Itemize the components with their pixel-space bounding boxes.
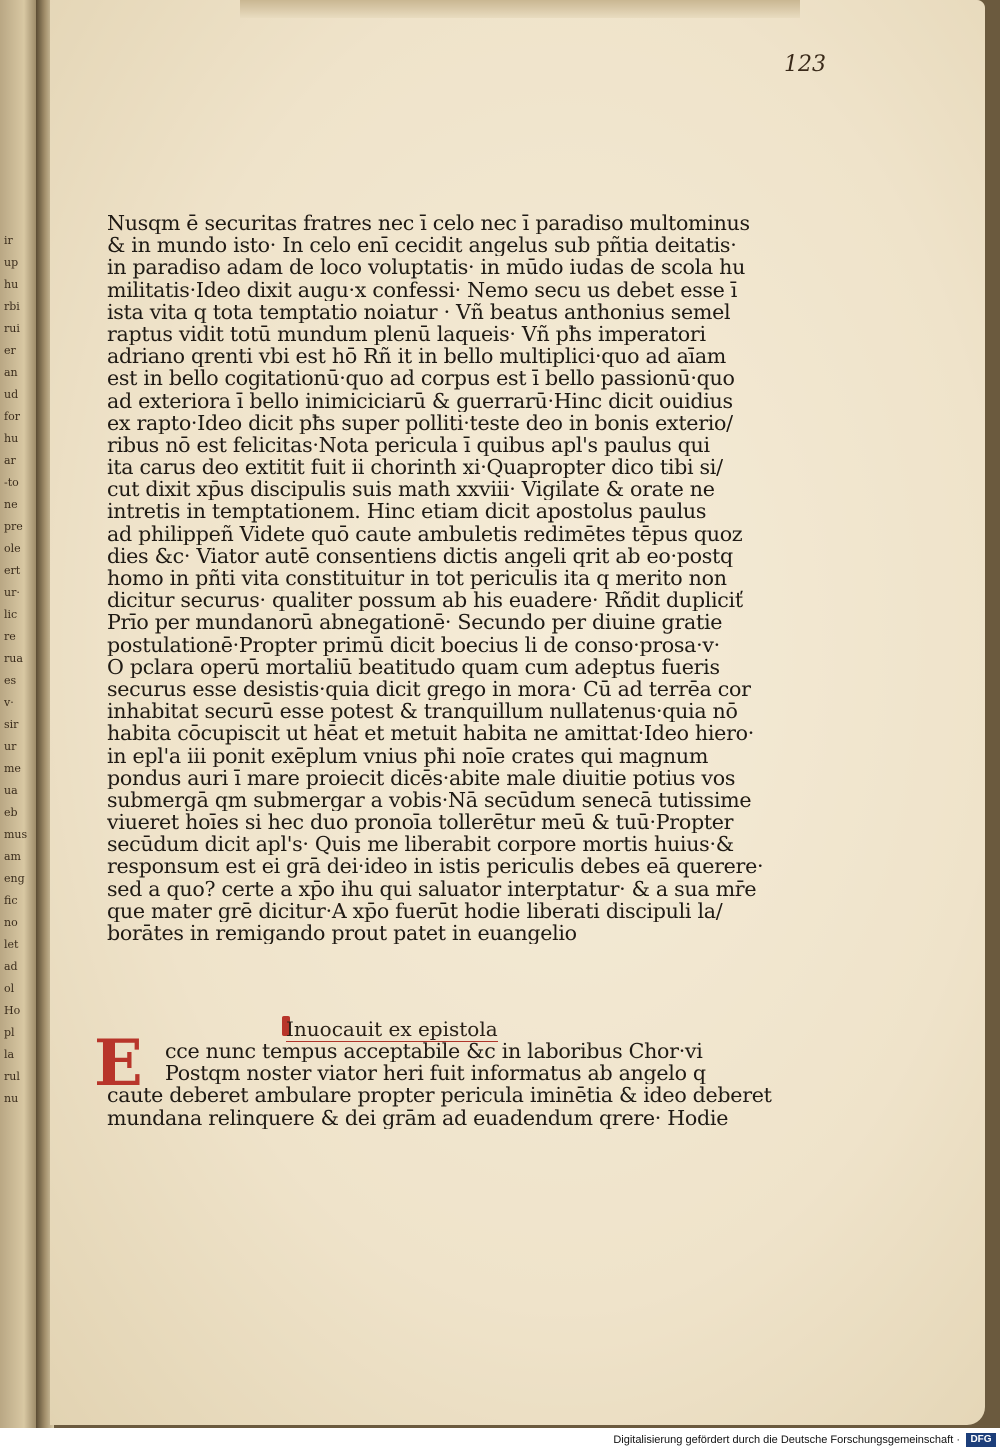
body-text-line: cut dixit xp̄us discipulis suis math xxviii· Vigilate & orate ne [107,478,715,501]
funding-credit: Digitalisierung gefördert durch die Deutsche Forschungsgemeinschaft · [613,1434,960,1446]
body-text-line: inhabitat securū esse potest & tranquillum nullatenus·quia nō [107,700,738,723]
body-text-line: in paradiso adam de loco voluptatis· in mūdo iudas de scola hu [107,256,746,279]
body-text-line: militatis·Ideo dixit augu·x confessi· Nemo secu us debet esse ī [107,278,738,301]
section-text-line: cce nunc tempus acceptabile &c in laboribus Chor·vi [165,1040,703,1063]
body-text-line: que mater grē dicitur·A xp̄o fuerūt hodie liberati discipuli la/ [107,899,723,922]
body-text-line: postulationē·Propter primū dicit boecius li de conso·prosa·v· [107,633,720,656]
body-text-line: sed a quo? certe a xp̄o ihu qui saluator interptatur· & a sua mr̄e [107,877,757,900]
body-text-line: secūdum dicit apl's· Quis me liberabit corpore mortis huius·& [107,833,734,856]
section-text-line: caute deberet ambulare propter pericula iminētia & ideo deberet [107,1084,772,1107]
body-text-line: & in mundo isto· In celo enī cecidit angelus sub pñtia deitatis· [107,234,737,257]
decorated-initial: E [94,1026,143,1101]
body-text-line: securus esse desistis·quia dicit grego in mora· Cū ad terrēa cor [107,677,751,701]
body-text [107,212,797,944]
section-text-line: Postqm noster viator heri fuit informatus ab angelo q [165,1062,706,1085]
body-text-line: habita cōcupiscit ut hēat et metuit habita ne amittat·Ideo hiero· [107,722,754,745]
body-text-line: borātes in remigando prout patet in euangelio [107,922,577,945]
facing-page-text: ir up hu rbi rui er an ud for hu ar -to ne pre ole ert ur· lic re rua es v· sir ur me ua eb mus am eng fic no let ad ol Ho pl la rul nu [4,234,28,1105]
body-text-line: Prīo per mundanorū abnegationē· Secundo per diuine gratie [107,611,723,634]
body-text-line: homo in pñti vita constituitur in tot periculis ita q merito non [107,567,727,590]
body-text-line: ad exteriora ī bello inimiciciarū & guerrarū·Hinc dicit ouidius [107,389,733,412]
body-text-line: adriano qrenti vbi est hō Rñ it in bello multiplici·quo ad aīam [107,345,727,368]
body-text-line: intretis in temptationem. Hinc etiam dicit apostolus paulus [107,500,707,523]
body-text-line: pondus auri ī mare proiecit dicēs·abite male diuitie potius vos [107,766,736,789]
body-text-line: raptus vidit totū mundum plenū laqueis· Vñ pħs imperatori [107,322,706,346]
body-text-line: ribus nō est felicitas·Nota pericula ī quibus apl's paulus qui [107,433,710,457]
section-text-line: mundana relinquere & dei grām ad euadendum qrere· Hodie [107,1106,729,1129]
body-text-line: O pclara operū mortaliū beatitudo quam cum adeptus fueris [107,655,720,678]
rubric-heading: Inuocauit ex epistola [286,1017,498,1041]
body-text-line: viueret hoīes si hec duo pronoīa tollerētur meū & tuū·Propter [107,811,734,834]
body-text-line: dies &c· Viator autē consentiens dictis angeli qrit ab eo·postq [107,544,733,567]
body-text-line: ex rapto·Ideo dicit pħs super polliti·teste deo in bonis exterio/ [107,411,733,434]
section-text [107,1040,797,1129]
footer-bar [0,1428,1000,1452]
body-text-line: Nusqm ē securitas fratres nec ī celo nec ī paradiso multominus [107,212,750,235]
dfg-logo: DFG [966,1433,996,1447]
page-top-edge [240,0,800,18]
body-text-line: est in bello cogitationū·quo ad corpus est ī bello passionū·quo [107,367,735,390]
body-text-line: submergā qm submergar a vobis·Nā secūdum senecā tutissime [107,788,752,812]
facing-page-edge [0,0,40,1428]
body-text-line: ista vita q tota temptatio noiatur · Vñ beatus anthonius semel [107,300,731,323]
body-text-line: dicitur securus· qualiter possum ab his euadere· Rñdit dupliciť [107,589,743,612]
body-text-line: responsum est ei grā dei·ideo in istis periculis debes eā querere· [107,855,764,878]
body-text-line: ita carus deo extitit fuit ii chorinth xi·Quapropter dico tibi si/ [107,456,723,479]
body-text-line: in epl'a iii ponit exēplum vnius pħi noīe crates qui magnum [107,744,709,767]
body-text-line: ad philippeñ Videte quō caute ambuletis redimētes tēpus quoz [107,522,743,545]
folio-number: 123 [784,52,826,77]
